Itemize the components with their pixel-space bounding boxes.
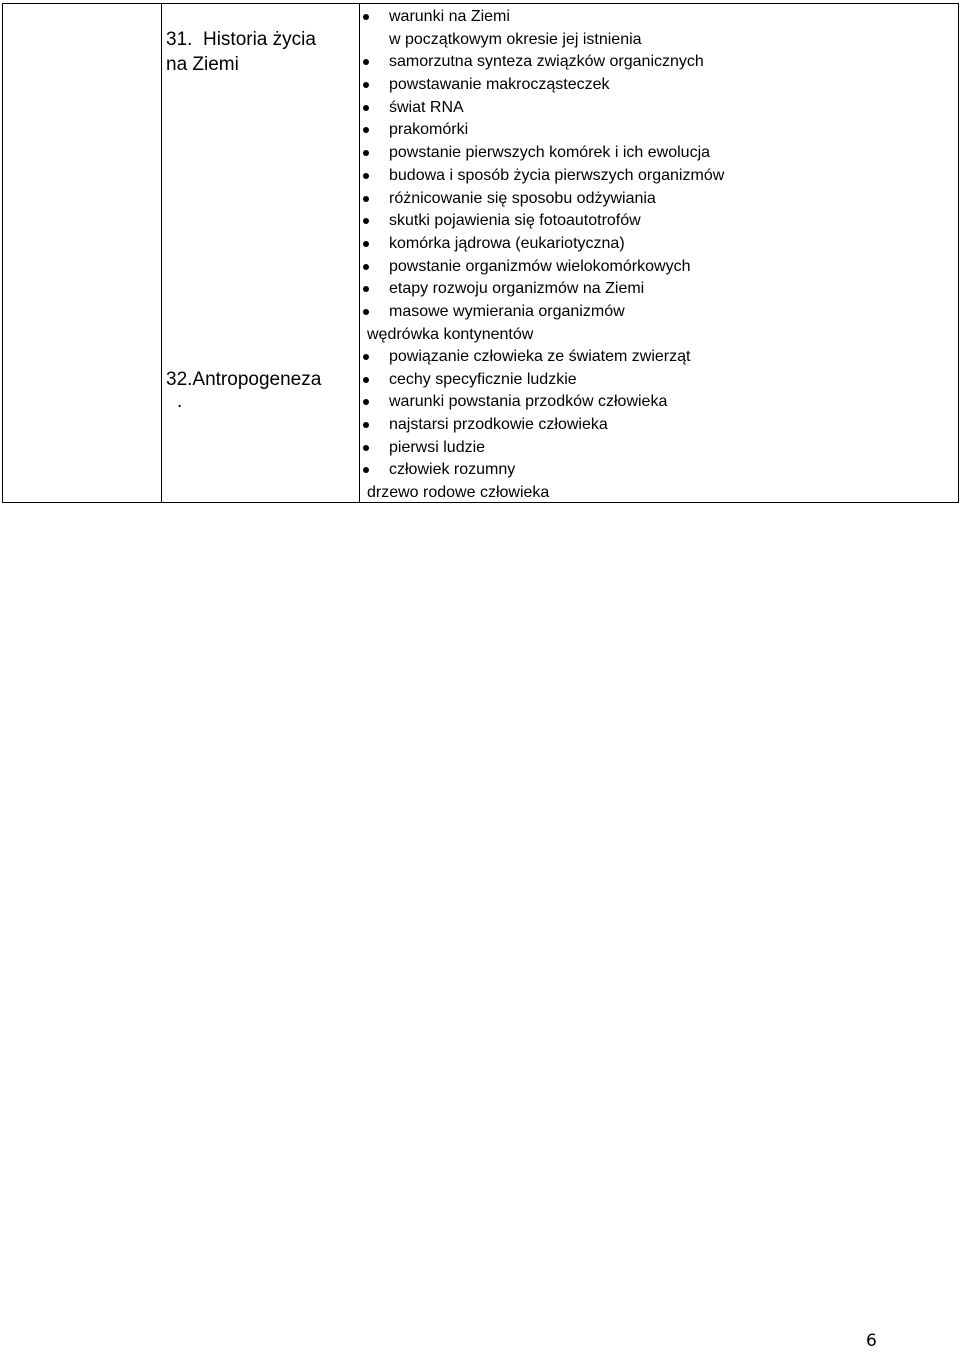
list-item: etapy rozwoju organizmów na Ziemi	[361, 278, 724, 301]
column-divider-2	[359, 4, 360, 502]
bullet-icon	[363, 377, 369, 383]
list-item: świat RNA	[361, 97, 724, 120]
list-item: komórka jądrowa (eukariotyczna)	[361, 233, 724, 256]
column-divider-1	[161, 4, 162, 502]
topic-title-32-suffix: .	[177, 391, 183, 412]
list-item: masowe wymierania organizmów	[361, 301, 724, 324]
list-item: najstarsi przodkowie człowieka	[361, 414, 690, 437]
bullet-icon	[363, 445, 369, 451]
list-item: wędrówka kontynentów	[367, 325, 534, 343]
list-item: powstanie organizmów wielokomórkowych	[361, 256, 724, 279]
list-item: budowa i sposób życia pierwszych organizmów	[361, 165, 724, 188]
bullet-icon	[363, 467, 369, 473]
bullet-icon	[363, 82, 369, 88]
list-item: skutki pojawienia się fotoautotrofów	[361, 210, 724, 233]
list-item: powiązanie człowieka ze światem zwierząt	[361, 346, 690, 369]
list-item: prakomórki	[361, 119, 724, 142]
topic-title-31	[166, 27, 316, 77]
bullet-icon	[363, 196, 369, 202]
topic-title-31-line2: na Ziemi	[166, 54, 239, 75]
bullet-icon	[363, 264, 369, 270]
list-item: pierwsi ludzie	[361, 437, 690, 460]
bullet-icon	[363, 173, 369, 179]
topic-32-item-list	[361, 346, 690, 505]
bullet-icon	[363, 286, 369, 292]
bullet-icon	[363, 105, 369, 111]
list-item: samorzutna synteza związków organicznych	[361, 51, 724, 74]
bullet-icon	[363, 399, 369, 405]
list-item: drzewo rodowe człowieka	[367, 484, 550, 502]
list-item: w początkowym okresie jej istnienia	[389, 30, 642, 48]
bullet-icon	[363, 218, 369, 224]
list-item: powstawanie makrocząsteczek	[361, 74, 724, 97]
bullet-icon	[363, 59, 369, 65]
list-item: cechy specyficznie ludzkie	[361, 369, 690, 392]
bullet-icon	[363, 354, 369, 360]
list-item: powstanie pierwszych komórek i ich ewolucja	[361, 142, 724, 165]
list-item: człowiek rozumny	[361, 459, 690, 482]
topic-title-32: 32.Antropogeneza	[166, 369, 322, 390]
list-item: różnicowanie się sposobu odżywiania	[361, 188, 724, 211]
page-number: 6	[866, 1331, 877, 1351]
topic-31-item-list	[361, 6, 724, 346]
list-item: warunki na Ziemi	[361, 6, 724, 29]
bullet-icon	[363, 14, 369, 20]
bullet-icon	[363, 150, 369, 156]
bullet-icon	[363, 127, 369, 133]
bullet-icon	[363, 422, 369, 428]
bullet-icon	[363, 241, 369, 247]
bullet-icon	[363, 309, 369, 315]
topic-title-31-line1: 31. Historia życia	[166, 29, 316, 50]
list-item: warunki powstania przodków człowieka	[361, 391, 690, 414]
